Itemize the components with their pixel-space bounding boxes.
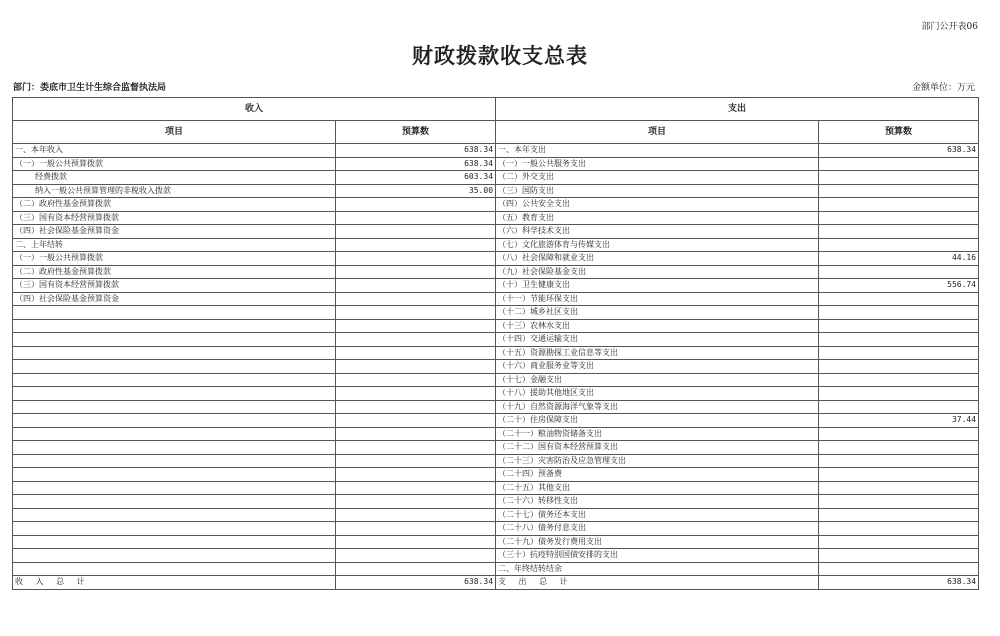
page-code: 部门公开表06 — [921, 22, 978, 32]
table-row — [13, 400, 979, 414]
income-budget-cell — [336, 427, 496, 441]
income-budget-cell — [336, 508, 496, 522]
income-budget-column-header: 预算数 — [336, 121, 496, 144]
income-budget-cell: 638.34 — [336, 157, 496, 171]
income-item-cell — [13, 495, 336, 509]
income-budget-cell — [336, 535, 496, 549]
income-budget-cell — [336, 360, 496, 374]
income-budget-cell — [336, 373, 496, 387]
income-budget-cell — [336, 292, 496, 306]
table-row — [13, 454, 979, 468]
page-title: 财政拨款收支总表 — [412, 43, 588, 68]
expense-item-cell: （六）科学技术支出 — [496, 225, 819, 239]
expense-item-cell: 一、本年支出 — [496, 144, 819, 158]
income-budget-cell — [336, 265, 496, 279]
income-item-cell — [13, 535, 336, 549]
income-item-cell — [13, 508, 336, 522]
expense-item-cell: （五）教育支出 — [496, 211, 819, 225]
income-budget-cell — [336, 279, 496, 293]
income-total-value: 638.34 — [336, 576, 496, 590]
expense-item-cell: （十）卫生健康支出 — [496, 279, 819, 293]
expense-budget-cell — [819, 441, 979, 455]
income-item-cell — [13, 346, 336, 360]
expense-budget-cell — [819, 238, 979, 252]
expense-budget-cell — [819, 265, 979, 279]
expense-item-cell: （十三）农林水支出 — [496, 319, 819, 333]
income-budget-cell — [336, 306, 496, 320]
income-item-cell — [13, 319, 336, 333]
expense-header: 支出 — [496, 98, 979, 121]
income-budget-cell — [336, 441, 496, 455]
expense-budget-cell — [819, 360, 979, 374]
expense-budget-cell — [819, 225, 979, 239]
income-item-cell: 一、本年收入 — [13, 144, 336, 158]
table-row — [13, 495, 979, 509]
income-budget-cell — [336, 387, 496, 401]
table-row — [13, 549, 979, 563]
expense-item-cell: （十八）援助其他地区支出 — [496, 387, 819, 401]
table-row — [13, 373, 979, 387]
expense-budget-cell — [819, 184, 979, 198]
table-row — [13, 292, 979, 306]
table-row — [13, 333, 979, 347]
expense-item-cell: （二十二）国有资本经营预算支出 — [496, 441, 819, 455]
table-row — [13, 184, 979, 198]
income-item-cell — [13, 360, 336, 374]
income-budget-cell — [336, 211, 496, 225]
income-budget-cell — [336, 549, 496, 563]
expense-budget-cell — [819, 387, 979, 401]
expense-item-cell: （三十）抗疫特别国债安排的支出 — [496, 549, 819, 563]
income-item-cell — [13, 387, 336, 401]
income-item-cell: （二）政府性基金预算拨款 — [13, 265, 336, 279]
expense-item-cell: （一）一般公共服务支出 — [496, 157, 819, 171]
income-item-cell: （三）国有资本经营预算拨款 — [13, 279, 336, 293]
expense-budget-cell — [819, 495, 979, 509]
table-row — [13, 522, 979, 536]
table-group-header-row — [13, 98, 979, 121]
expense-budget-column-header: 预算数 — [819, 121, 979, 144]
expense-item-cell: （十五）资源勘探工业信息等支出 — [496, 346, 819, 360]
table-row — [13, 157, 979, 171]
table-column-header-row — [13, 121, 979, 144]
table-row — [13, 279, 979, 293]
income-budget-cell — [336, 198, 496, 212]
expense-budget-cell — [819, 400, 979, 414]
expense-item-cell: （十一）节能环保支出 — [496, 292, 819, 306]
expense-budget-cell — [819, 292, 979, 306]
expense-item-column-header: 项目 — [496, 121, 819, 144]
expense-item-cell: （二十五）其他支出 — [496, 481, 819, 495]
table-row — [13, 481, 979, 495]
income-item-cell: （一）一般公共预算拨款 — [13, 252, 336, 266]
income-item-cell: 经费拨款 — [13, 171, 336, 185]
table-row — [13, 225, 979, 239]
income-budget-cell — [336, 454, 496, 468]
table-row — [13, 441, 979, 455]
table-row — [13, 265, 979, 279]
table-row — [13, 508, 979, 522]
expense-total-value: 638.34 — [819, 576, 979, 590]
income-budget-cell — [336, 346, 496, 360]
table-row — [13, 468, 979, 482]
expense-item-cell: （二）外交支出 — [496, 171, 819, 185]
expense-budget-cell — [819, 535, 979, 549]
expense-budget-cell — [819, 171, 979, 185]
table-row — [13, 198, 979, 212]
income-budget-cell — [336, 468, 496, 482]
expense-item-cell: （二十八）债务付息支出 — [496, 522, 819, 536]
income-item-cell — [13, 306, 336, 320]
income-item-cell — [13, 441, 336, 455]
income-item-cell — [13, 481, 336, 495]
table-row — [13, 387, 979, 401]
expense-budget-cell — [819, 373, 979, 387]
expense-item-cell: （二十）住房保障支出 — [496, 414, 819, 428]
income-item-cell — [13, 468, 336, 482]
expense-budget-cell — [819, 319, 979, 333]
table-row — [13, 211, 979, 225]
expense-item-cell: （十九）自然资源海洋气象等支出 — [496, 400, 819, 414]
income-budget-cell — [336, 333, 496, 347]
expense-budget-cell — [819, 306, 979, 320]
expense-budget-cell — [819, 549, 979, 563]
income-budget-cell — [336, 319, 496, 333]
income-budget-cell — [336, 495, 496, 509]
expense-item-cell: （十七）金融支出 — [496, 373, 819, 387]
expense-total-label: 支 出 总 计 — [496, 576, 819, 590]
income-budget-cell: 638.34 — [336, 144, 496, 158]
income-item-cell: 二、上年结转 — [13, 238, 336, 252]
income-item-cell: 纳入一般公共预算管理的非税收入拨款 — [13, 184, 336, 198]
income-item-cell — [13, 427, 336, 441]
expense-item-cell: （二十六）转移性支出 — [496, 495, 819, 509]
income-item-cell — [13, 454, 336, 468]
income-budget-cell: 603.34 — [336, 171, 496, 185]
income-item-cell — [13, 400, 336, 414]
income-budget-cell — [336, 252, 496, 266]
income-item-cell — [13, 414, 336, 428]
table-row — [13, 414, 979, 428]
table-row — [13, 346, 979, 360]
expense-item-cell: （十二）城乡社区支出 — [496, 306, 819, 320]
income-budget-cell: 35.00 — [336, 184, 496, 198]
table-row — [13, 238, 979, 252]
table-row — [13, 360, 979, 374]
expense-item-cell: （二十一）粮油物资储备支出 — [496, 427, 819, 441]
expense-budget-cell — [819, 508, 979, 522]
table-row — [13, 562, 979, 576]
income-item-column-header: 项目 — [13, 121, 336, 144]
budget-summary-table — [12, 97, 979, 590]
expense-budget-cell: 37.44 — [819, 414, 979, 428]
expense-item-cell: （二十七）债务还本支出 — [496, 508, 819, 522]
table-row — [13, 535, 979, 549]
expense-budget-cell — [819, 427, 979, 441]
income-item-cell: （一）一般公共预算拨款 — [13, 157, 336, 171]
income-item-cell — [13, 549, 336, 563]
unit-label: 金额单位：万元 — [911, 83, 975, 93]
income-budget-cell — [336, 562, 496, 576]
expense-item-cell: （二十九）债务发行费用支出 — [496, 535, 819, 549]
income-header: 收入 — [13, 98, 496, 121]
income-item-cell: （二）政府性基金预算拨款 — [13, 198, 336, 212]
table-row — [13, 252, 979, 266]
expense-budget-cell — [819, 198, 979, 212]
expense-budget-cell: 638.34 — [819, 144, 979, 158]
expense-item-cell: （四）公共安全支出 — [496, 198, 819, 212]
income-budget-cell — [336, 414, 496, 428]
expense-item-cell: （九）社会保险基金支出 — [496, 265, 819, 279]
table-row — [13, 319, 979, 333]
expense-budget-cell: 556.74 — [819, 279, 979, 293]
table-row — [13, 171, 979, 185]
expense-budget-cell — [819, 562, 979, 576]
expense-item-cell: （二十四）预备费 — [496, 468, 819, 482]
expense-item-cell: （十四）交通运输支出 — [496, 333, 819, 347]
expense-item-cell: （十六）商业服务业等支出 — [496, 360, 819, 374]
income-total-label: 收 入 总 计 — [13, 576, 336, 590]
income-item-cell — [13, 562, 336, 576]
income-budget-cell — [336, 400, 496, 414]
expense-budget-cell — [819, 346, 979, 360]
income-item-cell: （四）社会保险基金预算资金 — [13, 225, 336, 239]
expense-budget-cell — [819, 522, 979, 536]
expense-budget-cell: 44.16 — [819, 252, 979, 266]
expense-budget-cell — [819, 454, 979, 468]
expense-budget-cell — [819, 481, 979, 495]
expense-budget-cell — [819, 333, 979, 347]
expense-budget-cell — [819, 157, 979, 171]
expense-budget-cell — [819, 211, 979, 225]
expense-item-cell: （七）文化旅游体育与传媒支出 — [496, 238, 819, 252]
income-budget-cell — [336, 238, 496, 252]
expense-item-cell: 二、年终结转结余 — [496, 562, 819, 576]
income-item-cell — [13, 373, 336, 387]
total-row — [13, 576, 979, 590]
table-row — [13, 427, 979, 441]
income-budget-cell — [336, 225, 496, 239]
income-budget-cell — [336, 481, 496, 495]
table-row — [13, 144, 979, 158]
table-row — [13, 306, 979, 320]
income-item-cell: （四）社会保险基金预算资金 — [13, 292, 336, 306]
income-item-cell — [13, 333, 336, 347]
income-budget-cell — [336, 522, 496, 536]
expense-item-cell: （三）国防支出 — [496, 184, 819, 198]
income-item-cell: （三）国有资本经营预算拨款 — [13, 211, 336, 225]
department-label: 部门：娄底市卫生计生综合监督执法局 — [13, 83, 167, 93]
expense-budget-cell — [819, 468, 979, 482]
income-item-cell — [13, 522, 336, 536]
expense-item-cell: （二十三）灾害防治及应急管理支出 — [496, 454, 819, 468]
expense-item-cell: （八）社会保障和就业支出 — [496, 252, 819, 266]
